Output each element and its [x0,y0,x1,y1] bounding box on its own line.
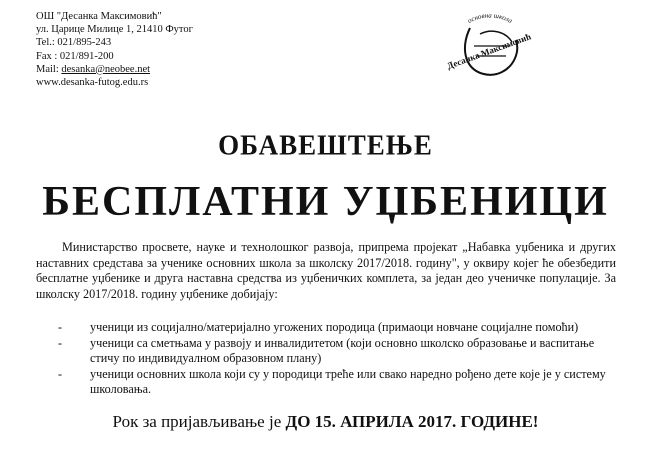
logo-arc-text: основна школа [466,11,514,26]
school-logo-icon [440,6,540,84]
school-address: ул. Царице Милице 1, 21410 Футог [36,24,193,36]
mail-label: Mail: [36,63,62,75]
list-item-text: ученици из социјално/материјално угожених породица (примаоци новчане социјалне помоћи) [90,320,579,334]
dash-bullet: - [58,320,63,334]
eligibility-list [36,320,626,398]
notice-intro: Министарство просвете, науке и технолошког развоја, припрема пројекат „Набавка уџбеника и других наставних средстава за ученике основних школа за школску 2017/2018. годину", у оквиру којег ће обезбедити бесплатне уџбенике и друга наставна средства из уџбеничких комплета, за један део ученичке популације. За школску 2017/2018. годину уџбенике добијају: [36,240,616,301]
deadline-line [0,412,651,432]
svg-text:основна школа [466,11,514,25]
deadline-prefix: Рок за пријављивање је [112,412,286,431]
mail-link[interactable]: desanka@neobee.net [61,63,151,75]
list-item [36,336,626,367]
dash-bullet: - [58,335,63,350]
logo-name-text: Десанка Максимовић [445,31,533,72]
list-item-text: ученици са сметњама у развоју и инвалидитетом (који основно школско образовање и васпитање стичу по индивидуалном образовном плану) [90,335,595,365]
school-website[interactable]: www.desanka-futog.edu.rs [36,77,149,89]
list-item-text: ученици основних школа који су у породици треће или свако наредно рођено дете које је у систему школовања. [90,366,606,396]
school-name: ОШ "Десанка Максимовић" [36,11,162,22]
school-fax: Fax : 021/891-200 [36,50,114,62]
list-item [36,320,626,336]
school-phone: Tel.: 021/895-243 [36,37,112,49]
school-header [36,10,193,89]
school-mail-line [36,63,193,76]
dash-bullet: - [58,366,63,381]
notice-heading: ОБАВЕШТЕЊЕ [218,129,433,161]
list-item [36,367,626,398]
notice-title: БЕСПЛАТНИ УЏБЕНИЦИ [42,179,609,225]
deadline-date: ДО 15. АПРИЛА 2017. ГОДИНЕ! [285,412,539,431]
